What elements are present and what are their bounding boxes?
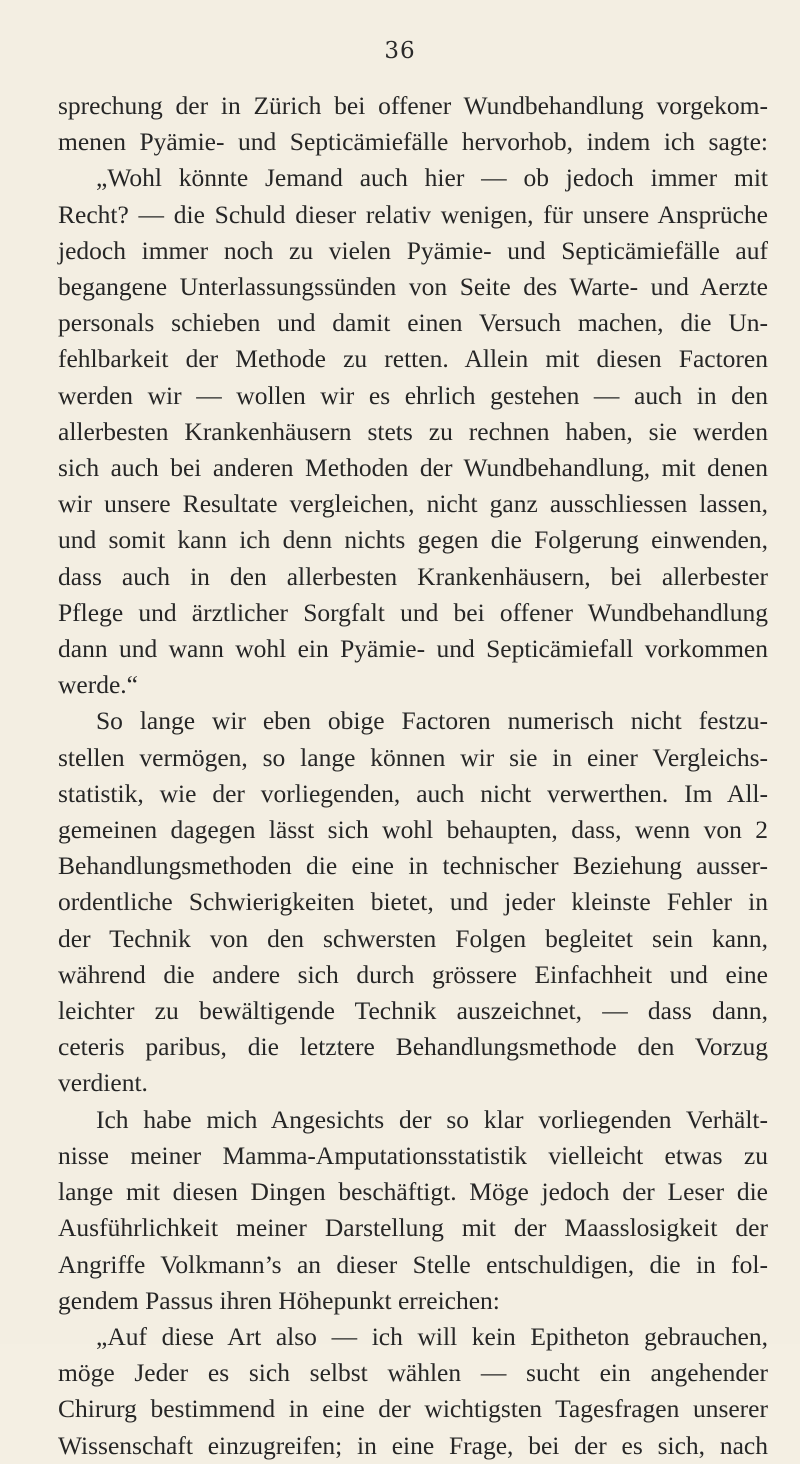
text-line: möge Jeder es sich selbst wählen — sucht ein angehender bbox=[58, 1358, 768, 1388]
text-line: und somit kann ich denn nichts gegen die Folgerung einwenden, bbox=[58, 525, 768, 555]
text-line: menen Pyämie- und Septicämiefälle hervorhob, indem ich sagte: bbox=[58, 127, 768, 157]
text-line: personals schieben und damit einen Versuch machen, die Un- bbox=[58, 308, 768, 338]
text-line: begangene Unterlassungssünden von Seite des Warte- und Aerzte bbox=[58, 272, 768, 302]
text-line: dann und wann wohl ein Pyämie- und Septicämiefall vorkommen bbox=[58, 634, 768, 664]
text-line: gemeinen dagegen lässt sich wohl behaupten, dass, wenn von 2 bbox=[58, 815, 768, 845]
text-line: Angriffe Volkmann’s an dieser Stelle entschuldigen, die in fol- bbox=[58, 1249, 768, 1279]
text-line: wir unsere Resultate vergleichen, nicht ganz ausschliessen lassen, bbox=[58, 489, 768, 519]
text-line: ceteris paribus, die letztere Behandlungsmethode den Vorzug bbox=[58, 1032, 768, 1062]
paragraph-end-line: verdient. bbox=[58, 1068, 148, 1098]
text-line: allerbesten Krankenhäusern stets zu rechnen haben, sie werden bbox=[58, 416, 768, 446]
text-line: fehlbarkeit der Methode zu retten. Allein mit diesen Factoren bbox=[58, 344, 768, 374]
page-number: 36 bbox=[384, 38, 416, 64]
text-line: stellen vermögen, so lange können wir sie in einer Vergleichs- bbox=[58, 742, 768, 772]
text-line: Wissenschaft einzugreifen; in eine Frage, bei der es sich, nach bbox=[58, 1430, 768, 1460]
quotation-start-line: „Auf diese Art also — ich will kein Epitheton gebrauchen, bbox=[96, 1321, 768, 1351]
paragraph-start-line: So lange wir eben obige Factoren numerisch nicht festzu- bbox=[96, 706, 768, 736]
text-line: Recht? — die Schuld dieser relativ wenigen, für unsere Ansprüche bbox=[58, 199, 768, 229]
text-line: nisse meiner Mamma-Amputationsstatistik vielleicht etwas zu bbox=[58, 1140, 768, 1170]
text-line: jedoch immer noch zu vielen Pyämie- und Septicämiefälle auf bbox=[58, 235, 768, 265]
text-line: lange mit diesen Dingen beschäftigt. Möge jedoch der Leser die bbox=[58, 1177, 768, 1207]
quotation-start-line: „Wohl könnte Jemand auch hier — ob jedoch immer mit bbox=[96, 163, 768, 193]
text-line: ordentliche Schwierigkeiten bietet, und jeder kleinste Fehler in bbox=[58, 887, 768, 917]
text-line: leichter zu bewältigende Technik auszeichnet, — dass dann, bbox=[58, 996, 768, 1026]
text-line: Pflege und ärztlicher Sorgfalt und bei offener Wundbehandlung bbox=[58, 597, 768, 627]
text-line: während die andere sich durch grössere Einfachheit und eine bbox=[58, 959, 768, 989]
body-text bbox=[58, 88, 768, 1464]
paragraph-end-line: werde.“ bbox=[58, 670, 138, 700]
text-line: sich auch bei anderen Methoden der Wundbehandlung, mit denen bbox=[58, 453, 768, 483]
text-line: Ausführlichkeit meiner Darstellung mit der Maasslosigkeit der bbox=[58, 1213, 768, 1243]
paragraph-end-line: gendem Passus ihren Höhepunkt erreichen: bbox=[58, 1285, 500, 1315]
text-line: Behandlungsmethoden die eine in technischer Beziehung ausser- bbox=[58, 851, 768, 881]
paragraph-start-line: Ich habe mich Angesichts der so klar vorliegenden Verhält- bbox=[96, 1104, 768, 1134]
text-line: Chirurg bestimmend in eine der wichtigsten Tagesfragen unserer bbox=[58, 1394, 768, 1424]
text-line: werden wir — wollen wir es ehrlich gestehen — auch in den bbox=[58, 380, 768, 410]
text-line: statistik, wie der vorliegenden, auch nicht verwerthen. Im All- bbox=[58, 778, 768, 808]
text-line: sprechung der in Zürich bei offener Wundbehandlung vorgekom- bbox=[58, 91, 768, 120]
text-line: dass auch in den allerbesten Krankenhäusern, bei allerbester bbox=[58, 561, 768, 591]
text-line: der Technik von den schwersten Folgen begleitet sein kann, bbox=[58, 923, 768, 953]
